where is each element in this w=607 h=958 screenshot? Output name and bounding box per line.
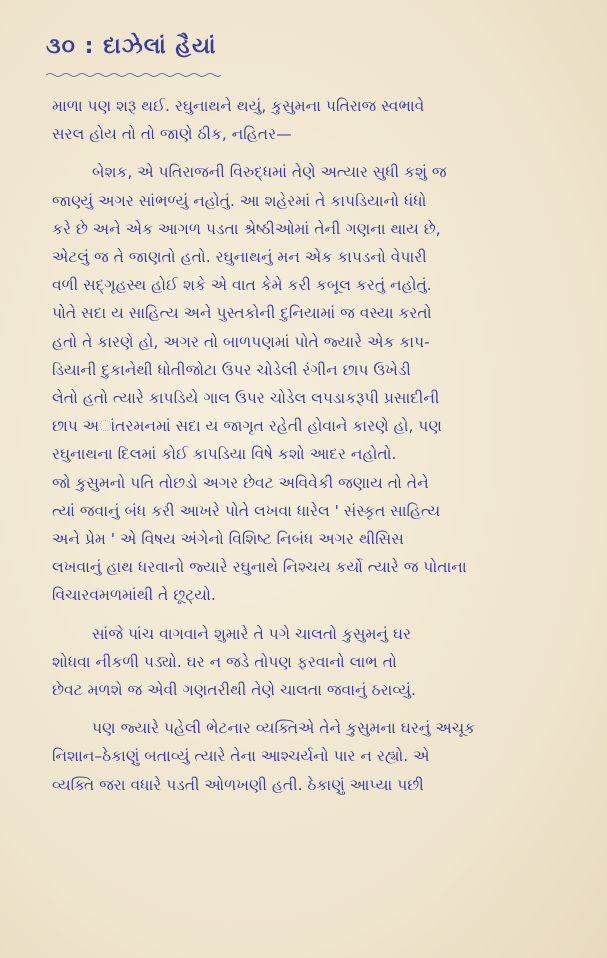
page-number: ૩૦ [46,34,76,59]
text-line: લેતો હતો ત્યારે કાપડિયે ગાલ ઉપર ચોડેલ લપડાકરૂપી પ્રસાદીની [52,389,440,408]
text-line: હતો તે કારણે હો, અગર તો બાળપણમાં પોતે જ્યારે એક કાપ- [52,332,430,351]
text-line: માળા પણ શરૂ થઈ. રઘુનાથને થયું, કુસુમના પતિરાજ સ્વભાવે [52,97,425,115]
paragraph-4 [52,714,562,799]
text-line: રઘુનાથના દિલમાં કોઈ કાપડિયા વિષે કશો આદર નહોતો. [52,445,397,464]
text-line: જો કુસુમનો પતિ તોછડો અગર છેવટ અવિવેકી જણાય તો તેને [52,473,429,492]
body-text [52,92,562,799]
text-line: સાંજે પાંચ વાગવાને શુમારે તે પગે ચાલતો કુસુમનું ઘર [92,624,412,643]
paragraph-2 [52,158,562,609]
text-line: છેવટ મળશે જ એવી ગણતરીથી તેણે ચાલતા જવાનું ઠરાવ્યું. [52,681,416,700]
text-line: એટલું જ તે જાણતો હતો. રઘુનાથનું મન એક કાપડનો વેપારી [52,248,427,267]
text-line: પણ જ્યારે પહેલી ભેટનાર વ્યક્તિએ તેને કુસુમના ઘરનું અચૂક [92,719,476,738]
paragraph-3 [52,620,562,705]
text-line: વ્યક્તિ જરા વધારે પડતી ઓળખણી હતી. ઠેકાણું આપ્યા પછી [52,775,424,794]
text-line: વિચારવમળમાંથી તે છૂટ્યો. [52,586,216,605]
text-line: અને પ્રેમ ' એ વિષય અંગેનો વિશિષ્ટ નિબંધ અગર થીસિસ [52,530,404,549]
text-line: ડિયાની દુકાનેથી ધોતીજોટા ઉપર ચોડેલી રંગીન છાપ ઉખેડી [52,360,411,379]
text-line: લખવાનું હાથ ધરવાનો જ્યારે રઘુનાથે નિશ્ચય કર્યો ત્યારે જ પોતાના [52,558,467,577]
header-separator: : [84,34,95,59]
paragraph-1 [52,92,562,148]
running-header [46,34,216,59]
header-wavy-rule [46,72,221,78]
text-line: કરે છે અને એક આગળ પડતા શ્રેષ્ઠીઓમાં તેની ગણના થાય છે, [52,219,441,238]
book-title: દાઝેલાં હૈયાં [103,34,217,59]
text-line: શોધવા નીકળી પડ્યો. ઘર ન જડે તોપણ ફરવાનો લાભ તો [52,652,397,671]
text-line: નિશાન–ઠેકાણું બતાવ્યું ત્યારે તેના આશ્ચર્યનો પાર ન રહ્યો. એ [52,747,430,766]
text-line: જાણ્યું અગર સાંભળ્યું નહોતું. આ શહેરમાં તે કાપડિયાનો ધંધો [52,191,427,210]
text-line: સરલ હોય તો તો જાણે ઠીક, નહિતર— [52,125,292,144]
text-line: છાપ અાંતરમનમાં સદા ય જાગૃત રહેતી હોવાને કારણે હો, પણ [52,417,442,436]
text-line: ત્યાં જવાનું બંધ કરી આખરે પોતે લખવા ધારેલ ' સંસ્કૃત સાહિત્ય [52,501,441,520]
text-line: વળી સદ્‌ગૃહસ્થ હોઈ શકે એ વાત કેમે કરી કબૂલ કરતું નહોતું. [52,276,432,295]
text-line: બેશક, એ પતિરાજની વિરુદ્ધમાં તેણે અત્યાર સુધી કશું જ [92,163,447,182]
text-line: પોતે સદા ય સાહિત્ય અને પુસ્તકોની દુનિયામાં જ વસ્યા કરતો [52,304,432,323]
